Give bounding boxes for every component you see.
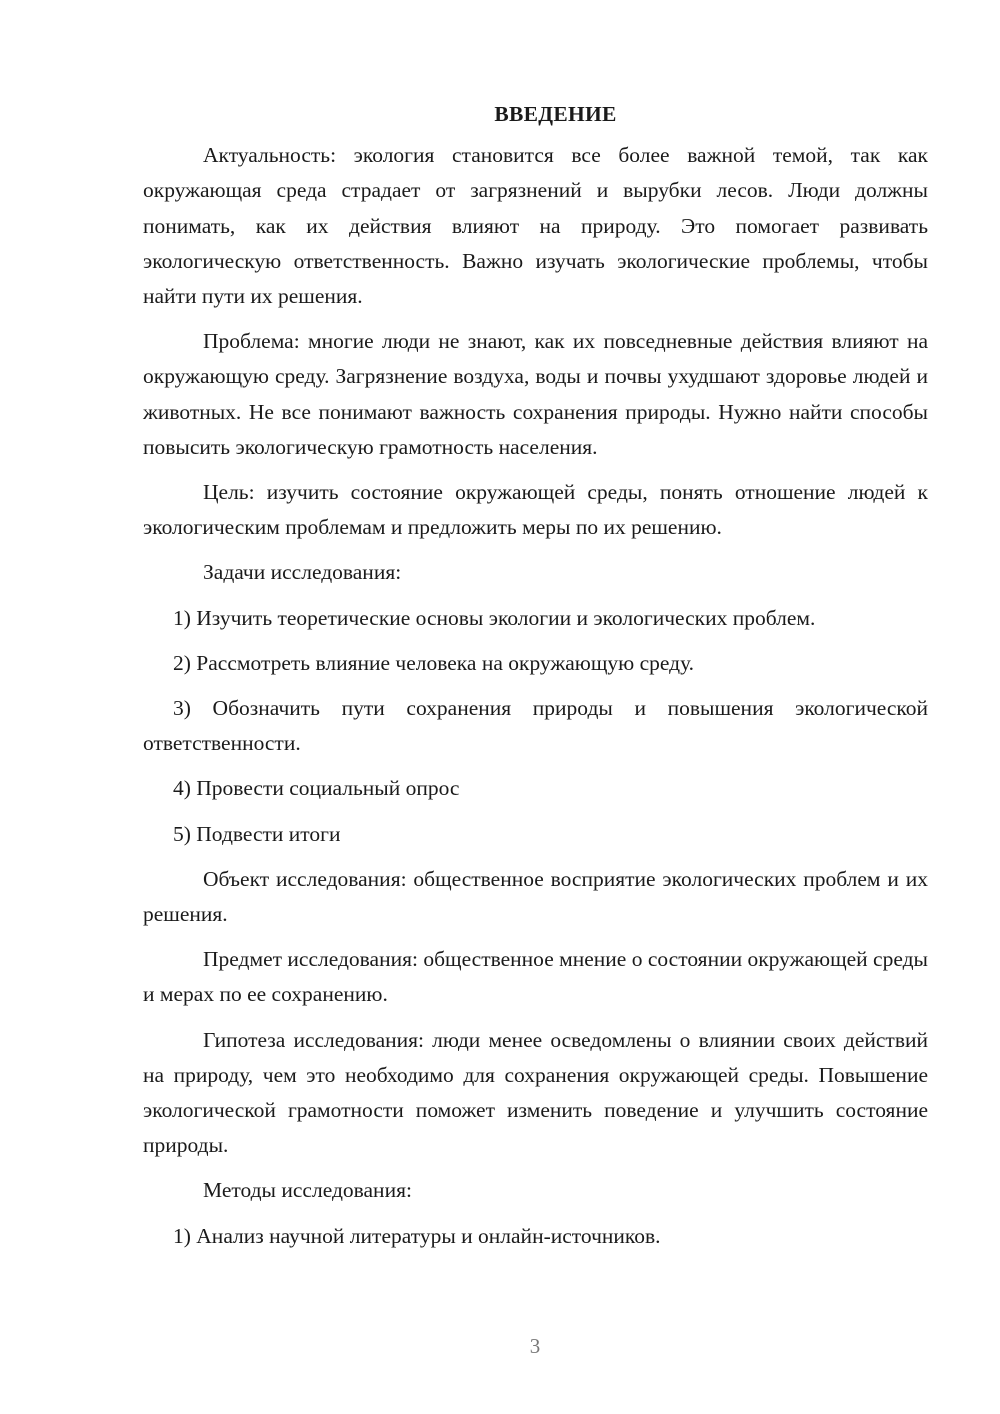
tasks-heading: Задачи исследования: xyxy=(203,560,402,585)
goal-paragraph: Цель: изучить состояние окружающей среды, понять отношение людей к экологическим проблемам и предложить меры по их решению. xyxy=(143,480,928,540)
problem-paragraph: Проблема: многие люди не знают, как их повседневные действия влияют на окружающую среду. Загрязнение воздуха, воды и почвы ухудшают здоровье людей и животных. Не все понимают важность сохранения природы. Нужно найти способы повысить экологическую грамотность населения. xyxy=(143,329,928,459)
page-number: 3 xyxy=(529,1334,541,1358)
page-content xyxy=(143,97,928,1264)
object-paragraph: Объект исследования: общественное восприятие экологических проблем и их решения. xyxy=(143,866,928,927)
task-item: 4) Провести социальный опрос xyxy=(173,776,460,801)
hypothesis-paragraph: Гипотеза исследования: люди менее осведомлены о влиянии своих действий на природу, чем это необходимо для сохранения окружающей среды. Повышение экологической грамотности поможет изменить поведение и улучшить состояние природы. xyxy=(143,1027,928,1158)
task-item: 1) Изучить теоретические основы экологии и экологических проблем. xyxy=(173,605,816,630)
methods-heading: Методы исследования: xyxy=(203,1178,412,1203)
task-item: 3) Обозначить пути сохранения природы и повышения экологической ответственности. xyxy=(143,696,928,756)
method-item: 1) Анализ научной литературы и онлайн-источников. xyxy=(173,1223,661,1248)
task-item: 5) Подвести итоги xyxy=(173,821,341,846)
relevance-paragraph: Актуальность: экология становится все более важной темой, так как окружающая среда страдает от загрязнений и вырубки лесов. Люди должны понимать, как их действия влияют на природу. Это помогает развивать экологическую ответственность. Важно изучать экологические проблемы, чтобы найти пути их решения. xyxy=(143,143,928,309)
task-item: 2) Рассмотреть влияние человека на окружающую среду. xyxy=(173,650,695,675)
section-title: ВВЕДЕНИЕ xyxy=(494,102,617,126)
subject-paragraph: Предмет исследования: общественное мнение о состоянии окружающей среды и мерах по ее сохранению. xyxy=(143,947,928,1007)
